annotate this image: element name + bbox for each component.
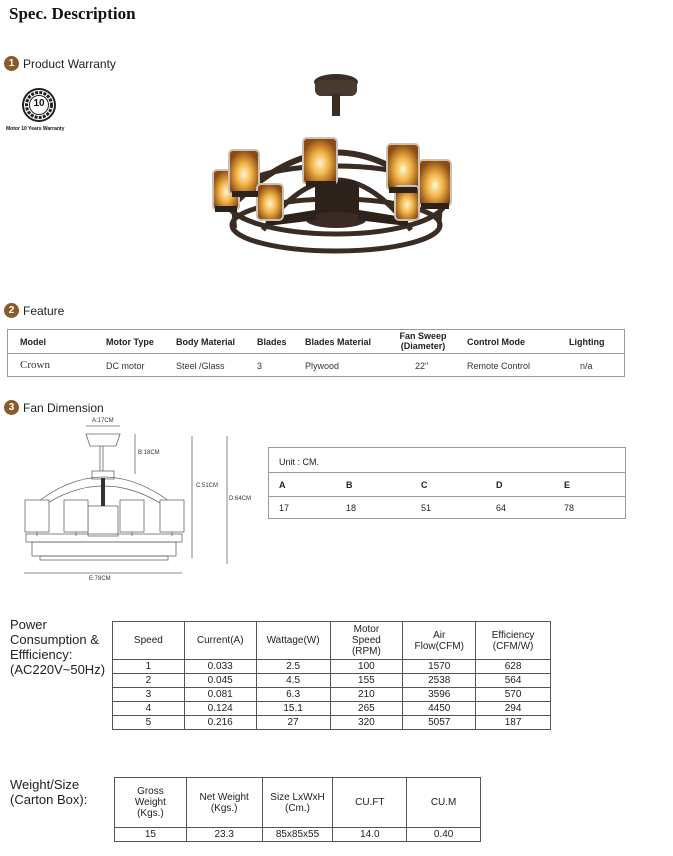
section-number-badge: 2 (4, 303, 19, 318)
cell-speed: 2 (113, 674, 185, 688)
cell-current: 0.033 (184, 660, 256, 674)
cell-current: 0.124 (184, 702, 256, 716)
cell-wattage: 6.3 (256, 688, 330, 702)
weight-label (10, 777, 87, 807)
table-row (113, 716, 551, 730)
cell-cuft: 14.0 (333, 828, 407, 842)
table-header-row (113, 622, 551, 660)
header-gross-line3: (Kgs.) (137, 808, 164, 819)
power-label (10, 617, 105, 677)
section-number-badge: 1 (4, 56, 19, 71)
header-motor-type: Motor Type (106, 337, 154, 347)
header-control-mode: Control Mode (467, 337, 525, 347)
dim-value-e: 78 (564, 503, 575, 513)
weight-table (114, 777, 481, 842)
dim-label-a: A:17CM (92, 418, 114, 424)
header-air-flow-line1: Air (433, 629, 446, 641)
table-row (113, 674, 551, 688)
cell-size: 85x85x55 (262, 828, 333, 842)
cell-cum: 0.40 (407, 828, 481, 842)
product-image (205, 70, 465, 270)
header-efficiency-line2: (CFM/W) (492, 640, 534, 652)
dim-label-e: E:78CM (89, 576, 111, 582)
header-speed: Speed (113, 622, 185, 660)
header-blades: Blades (257, 337, 287, 347)
header-fan-sweep-line2: (Diameter) (400, 341, 446, 351)
section-title: Fan Dimension (23, 400, 104, 415)
cell-efficiency: 294 (476, 702, 551, 716)
value-lighting: n/a (580, 361, 593, 371)
dim-key-a: A (279, 480, 286, 490)
dim-key-d: D (496, 480, 503, 490)
power-label-line: (AC220V~50Hz) (10, 662, 106, 677)
cell-wattage: 27 (256, 716, 330, 730)
dim-key-b: B (346, 480, 353, 490)
cell-net-weight: 23.3 (186, 828, 262, 842)
cell-wattage: 15.1 (256, 702, 330, 716)
power-table (112, 621, 551, 730)
dim-label-b: B:18CM (138, 450, 160, 456)
cell-air-flow: 5057 (403, 716, 476, 730)
cell-air-flow: 2538 (403, 674, 476, 688)
value-motor-type: DC motor (106, 361, 145, 371)
dim-label-c: C:51CM (196, 483, 219, 489)
value-body-material: Steel /Glass (176, 361, 225, 371)
dim-value-c: 51 (421, 503, 432, 513)
dim-key-c: C (421, 480, 428, 490)
section-feature-heading (4, 303, 64, 318)
table-header-row (115, 778, 481, 828)
header-cuft: CU.FT (333, 778, 407, 828)
header-current: Current(A) (184, 622, 256, 660)
cell-speed: 5 (113, 716, 185, 730)
cell-speed: 4 (113, 702, 185, 716)
value-fan-sweep: 22" (415, 361, 429, 371)
cell-air-flow: 1570 (403, 660, 476, 674)
header-gross-line1: Gross (137, 786, 164, 797)
header-net-weight (186, 778, 262, 828)
table-row (113, 688, 551, 702)
header-motor-speed-line3: (RPM) (351, 646, 381, 657)
cell-rpm: 155 (330, 674, 403, 688)
dim-key-e: E (564, 480, 571, 490)
section-warranty-heading (4, 56, 116, 71)
value-model: Crown (20, 359, 50, 371)
warranty-caption: Motor 10 Years Warranty (6, 126, 65, 132)
header-cum: CU.M (407, 778, 481, 828)
cell-gross-weight: 15 (115, 828, 187, 842)
cell-efficiency: 628 (476, 660, 551, 674)
section-title: Product Warranty (23, 56, 116, 71)
header-model: Model (20, 337, 46, 347)
header-motor-speed (330, 622, 403, 660)
header-efficiency-line1: Efficiency (491, 629, 535, 641)
power-label-line: Power (10, 617, 47, 632)
cell-current: 0.045 (184, 674, 256, 688)
table-row (113, 702, 551, 716)
section-title: Feature (23, 303, 65, 318)
cell-rpm: 265 (330, 702, 403, 716)
header-net-line2: (Kgs.) (210, 802, 238, 814)
cell-speed: 3 (113, 688, 185, 702)
cell-air-flow: 4450 (403, 702, 476, 716)
cell-air-flow: 3596 (403, 688, 476, 702)
power-label-line: Effficiency: (10, 647, 73, 662)
cell-efficiency: 187 (476, 716, 551, 730)
cell-wattage: 2.5 (256, 660, 330, 674)
header-gross-weight (115, 778, 187, 828)
value-control-mode: Remote Control (467, 361, 531, 371)
cell-rpm: 100 (330, 660, 403, 674)
value-blades: 3 (257, 361, 263, 371)
section-dimension-heading (4, 400, 104, 415)
warranty-years-number: 10 (33, 98, 45, 109)
header-motor-speed-line2: Speed (351, 635, 381, 646)
header-size-line1: Size LxWxH (270, 791, 325, 803)
cell-efficiency: 564 (476, 674, 551, 688)
dim-label-d: D:64CM (229, 496, 252, 502)
header-net-line1: Net Weight (199, 791, 249, 803)
cell-rpm: 210 (330, 688, 403, 702)
header-air-flow (403, 622, 476, 660)
weight-label-line: (Carton Box): (10, 792, 88, 807)
unit-label: Unit : CM. (279, 457, 320, 467)
section-number-badge: 3 (4, 400, 19, 415)
cell-wattage: 4.5 (256, 674, 330, 688)
header-fan-sweep-line1: Fan Sweep (399, 331, 447, 341)
warranty-badge (22, 88, 56, 122)
header-size (262, 778, 333, 828)
dimension-unit-table (268, 447, 626, 519)
header-fan-sweep (398, 331, 448, 351)
header-lighting: Lighting (569, 337, 605, 347)
header-wattage: Wattage(W) (256, 622, 330, 660)
header-air-flow-line2: Flow(CFM) (414, 640, 464, 652)
cell-rpm: 320 (330, 716, 403, 730)
weight-label-line: Weight/Size (10, 777, 80, 792)
header-gross-line2: Weight (134, 797, 166, 808)
feature-table (7, 329, 625, 377)
dim-value-a: 17 (279, 503, 290, 513)
dim-value-d: 64 (496, 503, 507, 513)
cell-current: 0.216 (184, 716, 256, 730)
cell-current: 0.081 (184, 688, 256, 702)
dimension-diagram (18, 416, 240, 584)
cell-efficiency: 570 (476, 688, 551, 702)
page-title: Spec. Description (9, 4, 136, 23)
value-blades-material: Plywood (305, 361, 340, 371)
table-row (113, 660, 551, 674)
header-motor-speed-line1: Motor (353, 624, 380, 635)
header-size-line2: (Cm.) (285, 802, 310, 814)
cell-speed: 1 (113, 660, 185, 674)
power-label-line: Consumption & (10, 632, 99, 647)
header-efficiency (476, 622, 551, 660)
header-blades-material: Blades Material (305, 337, 372, 347)
dim-value-b: 18 (346, 503, 357, 513)
table-row (115, 828, 481, 842)
header-body-material: Body Material (176, 337, 236, 347)
